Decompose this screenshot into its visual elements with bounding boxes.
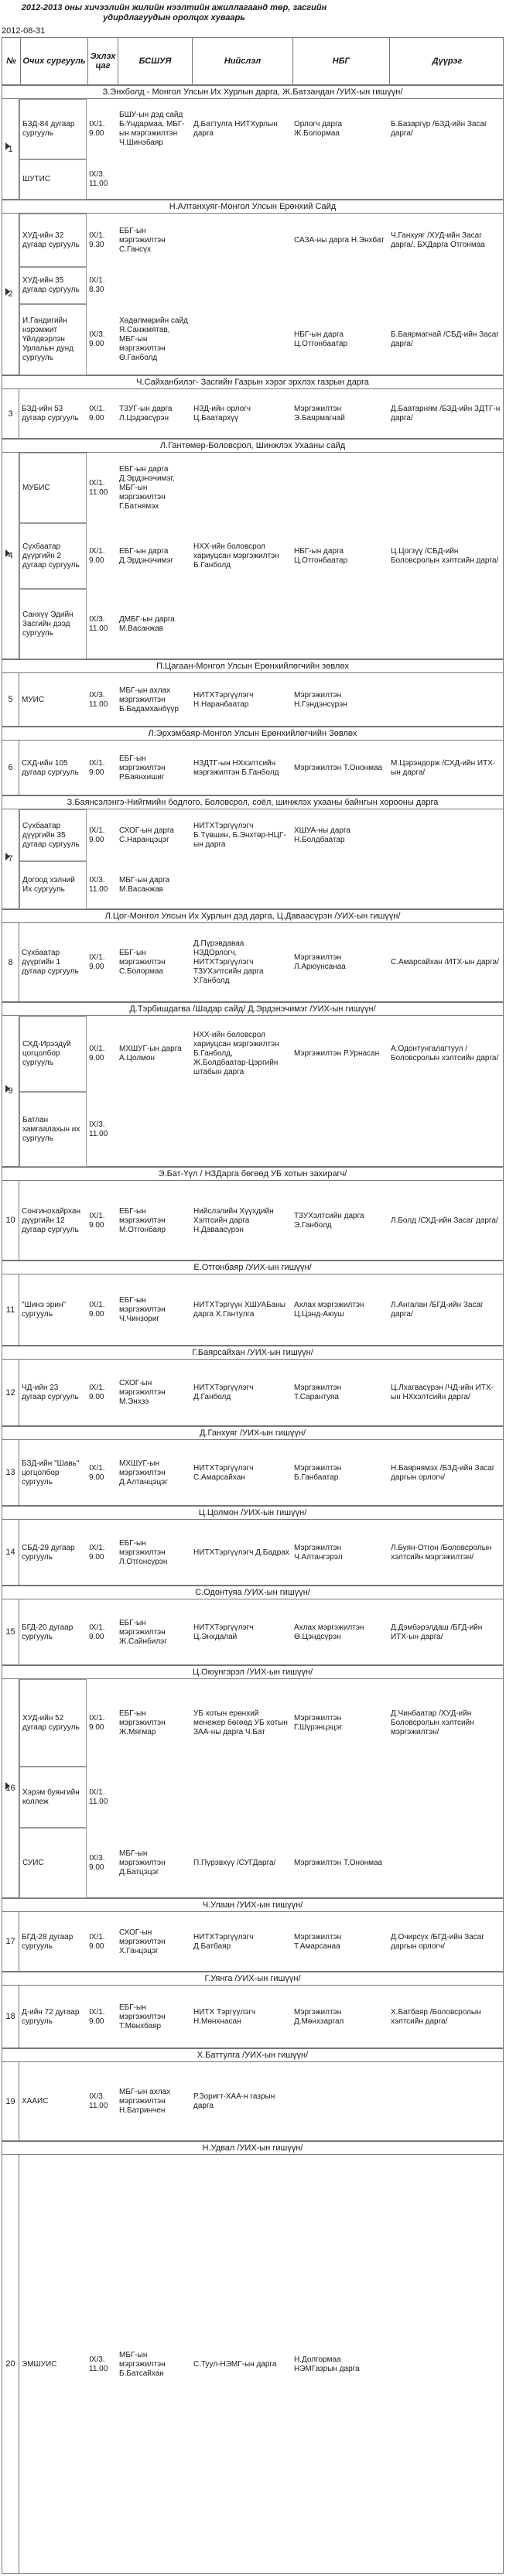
school-name: ХААИС (22, 2097, 49, 2106)
school-name: Батлан хамгаалахын их сургууль (19, 1092, 87, 1167)
schedule-block (2, 439, 504, 659)
nbg-rep (292, 2062, 388, 2141)
ministry-rep: ЕБГ-ын мэргэжилтэн М.Отгонбаяр (119, 1206, 166, 1234)
ministry-rep: МБГ-ын мэргэжилтэн Б.Батсайхан (119, 2350, 166, 2378)
ministry-rep (117, 1092, 191, 1167)
school-name: И.Гандигийн нэрэмжит Үйлдвэрлэн Урлалын дунд сургууль (19, 304, 87, 375)
district-rep: Ц.Цогзүү /СБД-ийн Боловсролын хэлтсийн дарга/ (391, 546, 499, 565)
row-number: 15 (2, 1599, 19, 1665)
capital-rep: НИТХ Тэргүүлэгч Н.Мөнхнасан (193, 2007, 256, 2026)
row-number: 12 (2, 1360, 19, 1426)
school-name: Сонгинохайрхан дүүргийн 12 дугаар сургууль (22, 1206, 80, 1234)
start-time: IX/3. 11.00 (89, 170, 108, 188)
row-expand-icon (5, 549, 10, 557)
school-name: ШУТИС (19, 159, 87, 200)
official-heading: Д.Тэрбишдагва /Шадар сайд/ Д.Эрдэнэчимэг /УИХ-ын гишүүн/ (2, 1002, 504, 1016)
district-rep: Л.Буян-Отгон /Боловсролын хэлтсийн мэргэжилтэн/ (391, 1543, 492, 1562)
school-name: ХУД-ийн 52 дугаар сургууль (19, 1679, 87, 1767)
start-time: IX/1. 11.00 (89, 1787, 108, 1806)
block-body (19, 809, 504, 909)
school-name: МУИС (22, 695, 45, 704)
schedule-block (2, 1506, 504, 1586)
district-rep: Б.Баярмагнай /СБД-ийн Засаг дарга/ (391, 330, 499, 348)
block-body (19, 923, 504, 1002)
capital-rep: С.Туул-НЭМГ-ын дарга (193, 2359, 277, 2369)
district-rep: Л.Болд /СХД-ийн Засаг дарга/ (391, 1216, 498, 1225)
school-name: Санхүү Эдийн Засгийн дээд сургууль (19, 589, 87, 659)
nbg-rep (292, 267, 388, 304)
official-heading: Э.Бат-Үүл / НЗДарга бөгөөд УБ хотын захирагч/ (2, 1167, 504, 1181)
start-time: IX/3. 11.00 (89, 1120, 108, 1138)
ministry-rep: СХОГ-ын дарга С.Наранцэцэг (119, 826, 174, 844)
capital-rep: НИТХТэргүүлэгч Д.Бадрах (193, 1548, 289, 1557)
start-time: IX/1. 9.00 (89, 826, 105, 844)
official-heading: Г.Уянга /УИХ-ын гишүүн/ (2, 1972, 504, 1986)
school-name: БЗД-ийн "Шавь" цогцолбор сургууль (22, 1459, 80, 1486)
row-expand-icon (5, 288, 10, 296)
nbg-rep: Ахлах мэргэжилтэн Ө.Цэндсүрэн (294, 1623, 364, 1641)
school-name: СХД-Ирээдүй цогцолбор сургууль (19, 1016, 87, 1092)
capital-rep (191, 861, 292, 909)
district-rep (388, 2062, 504, 2141)
capital-rep (191, 214, 292, 304)
start-time: IX/3. 9.00 (89, 1853, 105, 1872)
ministry-rep: МБГ-ын мэргэжилтэн Д.Батцэцэг (119, 1849, 166, 1876)
ministry-rep (117, 1767, 191, 1828)
schedule-block (2, 909, 504, 1002)
nbg-rep: Мэргэжилтэн Б.Ганбаатар (294, 1463, 342, 1482)
ministry-rep: МХШУГ-ын дарга А.Цолмон (119, 1045, 182, 1062)
block-body (19, 1440, 504, 1506)
start-time: IX/1. 9.00 (89, 120, 105, 138)
district-rep: Ц.Лхагвасүрэн /ЧД-ийн ИТХ-ын НХхэлтсийн дарга/ (391, 1384, 494, 1401)
official-heading: Л.Гантөмөр-Боловсрол, Шинжлэх Ухааны сайд (2, 439, 504, 453)
row-number: 11 (2, 1274, 19, 1346)
header-cell: БСШУЯ (118, 38, 192, 84)
block-body (19, 1274, 504, 1346)
start-time: IX/1. 9.00 (89, 1932, 105, 1951)
start-time: IX/1. 9.00 (89, 758, 105, 777)
official-heading: П.Цагаан-Монгол Улсын Ерөнхийлөгчийн зөвлөх (2, 659, 504, 673)
ministry-rep: ЕБГ-ын дарга Д.Эрдэнэчимэг, МБГ-ын мэргэжилтэн Г.Батнямэх (119, 464, 175, 511)
row-expand-icon (5, 1085, 10, 1093)
school-name: ХУД-ийн 35 дугаар сургууль (19, 267, 87, 304)
official-heading: Ч.Улаан /УИХ-ын гишүүн/ (2, 1898, 504, 1912)
ministry-rep: МБГ-ын ахлах мэргэжилтэн Б.Бадамханбүүр (119, 686, 179, 713)
school-name: Д-ийн 72 дугаар сургууль (22, 2007, 80, 2026)
schedule-block (2, 2048, 504, 2141)
capital-rep: НХХ-ийн боловсрол хариуцсан мэргэжилтэн Б.Ганболд, Ж.Болдбаатар-Цэргийн штабын дарга (193, 1031, 279, 1076)
capital-rep: Д.Пүрэвдаваа НЗДОрлогч, НИТХТэргүүлэгч ТЗУХэлтсийн дарга У.Ганболд (193, 939, 264, 985)
schedule-table (2, 37, 504, 2574)
official-heading: Ц.Оюунгэрэл /УИХ-ын гишүүн/ (2, 1665, 504, 1679)
ministry-rep: ТЗУГ-ын дарга Л.Цэдэвсүрэн (119, 405, 173, 422)
district-rep: Б.Базаргүр /БЗД-ийн Засаг дарга/ (391, 120, 487, 138)
district-rep: Ч.Ганхуяг /ХУД-ийн Засаг дарга/, БХДарга Отгонмаа (391, 231, 485, 249)
official-heading: Х.Баттулга /УИХ-ын гишүүн/ (2, 2048, 504, 2062)
row-number: 17 (2, 1912, 19, 1972)
ministry-rep: ЕБГ-ын мэргэжилтэн Ж.Мягмар (119, 1709, 166, 1736)
capital-rep (191, 1767, 292, 1828)
nbg-rep: Мэргэжилтэн Т.Амарсанаа (294, 1932, 342, 1951)
official-heading: Н.Алтанхуяг-Монгол Улсын Ерөнхий Сайд (2, 200, 504, 214)
block-body (19, 1599, 504, 1665)
start-time: IX/1. 9.00 (89, 2007, 105, 2026)
school-name: БГД-28 дугаар сургууль (22, 1932, 74, 1951)
block-body (19, 214, 504, 375)
district-rep: Д.Чинбаатар /ХУД-ийн Боловсролын хэлтсийн мэргэжилтэн/ (391, 1709, 474, 1736)
start-time: IX/3. 11.00 (89, 2092, 108, 2110)
start-time: IX/3. 11.00 (89, 876, 108, 894)
start-time: IX/3. 11.00 (89, 2355, 108, 2373)
official-heading: Д.Ганхуяг /УИХ-ын гишүүн/ (2, 1426, 504, 1440)
block-body (19, 1016, 504, 1167)
row-expand-icon (5, 1782, 10, 1790)
district-rep: М.Цэрэндорж /СХД-ийн ИТХ-ын дарга/ (391, 758, 496, 777)
school-name: БЗД-ийн 53 дугаар сургууль (22, 405, 79, 422)
school-name: ЧД-ийн 23 дугаар сургууль (22, 1384, 79, 1401)
ministry-rep: СХОГ-ын мэргэжилтэн М.Энхзэ (119, 1379, 166, 1406)
schedule-block (2, 727, 504, 795)
block-body (19, 1912, 504, 1972)
block-body (19, 1986, 504, 2048)
capital-rep (191, 1092, 292, 1167)
district-rep (388, 267, 504, 304)
nbg-rep: САЗА-ны дарга Н.Энхбат (294, 235, 385, 245)
row-number: 1 (2, 99, 19, 200)
capital-rep: П.Пүрэвхүү /СУГДарга/ (193, 1858, 276, 1867)
nbg-rep: Мэргэжилтэн Ч.Алтангэрэл (294, 1543, 343, 1562)
row-expand-icon (5, 853, 10, 860)
start-time: IX/1. 9.00 (89, 1543, 105, 1562)
ministry-rep: ЕБГ-ын мэргэжилтэн Т.Мөнхбаяр (119, 2003, 166, 2030)
ministry-rep: ДМБГ-ын дарга М.Васанжав (119, 614, 175, 633)
official-heading: Л.Цог-Монгол Улсын Их Хурлын дэд дарга, Ц.Даваасүрэн /УИХ-ын гишүүн/ (2, 909, 504, 923)
official-heading: Ч.Сайханбилэг- Засгийн Газрын хэрэг эрхлэх газрын дарга (2, 375, 504, 389)
row-number: 10 (2, 1181, 19, 1261)
schedule-block (2, 1586, 504, 1665)
ministry-rep: МБГ-ын ахлах мэргэжилтэн Н.Батринчен (119, 2088, 171, 2115)
ministry-rep: ЕБГ-ын мэргэжилтэн С.Гансүх (119, 226, 166, 254)
start-time: IX/3. 11.00 (89, 614, 108, 633)
header-cell: НБГ (292, 38, 389, 84)
row-expand-icon (5, 142, 10, 150)
row-number: 19 (2, 2062, 19, 2141)
district-rep (388, 673, 504, 727)
schedule-block (2, 659, 504, 727)
school-name: МУБИС (19, 453, 87, 523)
school-name: БЗД-84 дугаар сургууль (19, 99, 87, 159)
school-name: ХУД-ийн 32 дугаар сургууль (19, 214, 87, 267)
schedule-block (2, 1261, 504, 1346)
school-name: БГД-20 дугаар сургууль (22, 1623, 74, 1641)
capital-rep: НИТХТэргүүлэгч Ц.Энхдалай (193, 1623, 254, 1641)
nbg-rep: Мэргэжилтэн Т.Сарантуяа (294, 1384, 342, 1401)
district-rep (388, 453, 504, 523)
start-time: IX/1. 11.00 (89, 478, 108, 497)
official-heading: Г.Баярсайхан /УИХ-ын гишүүн/ (2, 1346, 504, 1360)
block-body (19, 99, 504, 200)
nbg-rep: Мэргэжилтэн Э.Баярмагнай (294, 405, 345, 422)
nbg-rep (292, 1092, 388, 1167)
block-body (19, 1181, 504, 1261)
row-number: 18 (2, 1986, 19, 2048)
nbg-rep: Мэргэжилтэн Л.Арюунсанаа (294, 953, 346, 971)
schedule-block (2, 2141, 504, 2574)
capital-rep: НИТХТэргүүлэгч Б.Түвшин, Б.Энхтөр-НЦГ-ын дарга (193, 821, 286, 849)
nbg-rep (292, 453, 388, 523)
capital-rep: НЗД-ийн орлогч Ц.Баатархүү (193, 405, 251, 422)
document-title: 2012-2013 оны хичээлийн жилийн нээлтийн ажиллагаанд төр, засгийн удирдлагуудын оролцох хуваарь (21, 3, 327, 22)
capital-rep: НИТХТэргүүлэгч Д.Батбаяр (193, 1932, 254, 1951)
row-number: 8 (2, 923, 19, 1002)
capital-rep: Д.Баттулга НИТХурлын дарга (193, 120, 278, 138)
nbg-rep: Мэргэжилтэн Р.Урнасан (294, 1049, 380, 1058)
start-time: IX/1. 9.00 (89, 1623, 105, 1641)
document-date: 2012-08-31 (2, 26, 46, 36)
start-time: IX/1. 9.00 (89, 405, 105, 422)
school-name: СБД-29 дугаар сургууль (22, 1543, 75, 1562)
school-name: Сүхбаатар дүүргийн 1 дугаар сургууль (22, 949, 79, 976)
school-name: СХД-ийн 105 дугаар сургууль (22, 758, 79, 777)
nbg-rep (292, 1767, 388, 1828)
official-heading: Л.Эрхэмбаяр-Монгол Улсын Ерөнхийлөгчийн Зөвлөх (2, 727, 504, 741)
row-number: 13 (2, 1440, 19, 1506)
district-rep: Д.Баатарням /БЗД-ийн ЗДТГ-н дарга/ (391, 405, 501, 422)
district-rep: Х.Батбаяр /Боловсролын хэлтсийн дарга/ (391, 2007, 481, 2026)
schedule-block (2, 1898, 504, 1972)
official-heading: З.Энхболд - Монгол Улсын Их Хурлын дарга, Ж.Батзандан /УИХ-ын гишүүн/ (2, 85, 504, 99)
block-body (19, 1520, 504, 1586)
school-name: Сүхбаатар дүүргийн 35 дугаар сургууль (19, 809, 87, 861)
nbg-rep: Мэргэжилтэн Г.Шүрэнцэцэг (294, 1713, 343, 1732)
district-rep: С.Амарсайхан /ИТХ-ын дарга/ (391, 958, 499, 966)
ministry-rep (117, 267, 191, 304)
nbg-rep: Мэргэжилтэн Н.Гэндэнсүрэн (294, 690, 347, 709)
start-time: IX/1. 8.30 (89, 276, 105, 294)
block-body (19, 673, 504, 727)
schedule-block (2, 795, 504, 909)
district-rep: А.Одонтунгалагтуул /Боловсролын хэлтсийн дарга/ (391, 1045, 499, 1062)
block-body (19, 389, 504, 439)
nbg-rep: ТЗУХэлтсийн дарга Э.Ганболд (294, 1211, 364, 1230)
start-time: IX/1. 9.00 (89, 1301, 105, 1319)
ministry-rep: ЕБГ-ын мэргэжилтэн Ч.Чинзориг (119, 1296, 166, 1323)
district-rep (388, 809, 504, 861)
start-time: IX/3. 9.00 (89, 330, 105, 348)
schedule-block (2, 375, 504, 439)
district-rep (388, 2155, 504, 2574)
table-header (2, 37, 504, 85)
start-time: IX/3. 11.00 (89, 690, 108, 709)
row-number: 9 (2, 1016, 19, 1167)
nbg-rep (292, 159, 388, 200)
capital-rep: Р.Зоригт-ХАА-н газрын дарга (193, 2092, 275, 2110)
block-body (19, 1679, 504, 1898)
district-rep (388, 589, 504, 659)
start-time: IX/1. 9.00 (89, 546, 105, 565)
district-rep (388, 1767, 504, 1828)
schedule-block (2, 85, 504, 200)
district-rep (388, 159, 504, 200)
ministry-rep: ЕБГ-ын дарга Д.Эрдэнэчимэг (119, 546, 174, 565)
official-heading: Е.Отгонбаяр /УИХ-ын гишүүн/ (2, 1261, 504, 1274)
district-rep: Н.Баярнямэх /БЗД-ийн Засаг даргын орлогч/ (391, 1463, 495, 1482)
row-number: 7 (2, 809, 19, 909)
start-time: IX/1. 9.00 (89, 953, 105, 971)
header-cell: Дүүрэг (389, 38, 504, 84)
start-time: IX/1. 9.00 (89, 1384, 105, 1401)
row-number: 6 (2, 741, 19, 795)
row-number: 5 (2, 673, 19, 727)
capital-rep (191, 453, 292, 523)
capital-rep: НХХ-ийн боловсрол хариуцсан мэргэжилтэн Б.Ганболд (193, 542, 279, 570)
row-number: 4 (2, 453, 19, 659)
district-rep: Д.Очирсүх /БГД-ийн Засаг даргын орлогч/ (391, 1932, 484, 1951)
capital-rep: Нийслэлийн Хүүхдийн Хэлтсийн дарга Н.Даваасүрэн (193, 1206, 274, 1234)
schedule-block (2, 1665, 504, 1898)
schedule-block (2, 1426, 504, 1506)
capital-rep (191, 159, 292, 200)
capital-rep: НИТХТэргүүн ХШУАБаны дарга Х.Гантулга (193, 1301, 285, 1319)
capital-rep: НИТХТэргүүлэгч С.Амарсайхан (193, 1463, 254, 1482)
official-heading: Ц.Цолмон /УИХ-ын гишүүн/ (2, 1506, 504, 1520)
nbg-rep: Мэргэжилтэн Т.Ононмаа (294, 763, 383, 772)
capital-rep: НИТХТэргүүлэгч Д.Ганболд (193, 1384, 254, 1401)
block-body (19, 741, 504, 795)
district-rep (388, 1092, 504, 1167)
capital-rep: НЗДТГ-ын НХхэлтсийн мэргэжилтэн Б.Ганболд (193, 758, 279, 777)
row-number: 2 (2, 214, 19, 375)
start-time: IX/1. 9.00 (89, 1211, 105, 1230)
row-number: 20 (2, 2155, 19, 2574)
schedule-block (2, 1167, 504, 1261)
nbg-rep: Ахлах мэргэжилтэн Ц.Цэнд-Аюуш (294, 1301, 364, 1319)
block-body (19, 453, 504, 659)
schedule-block (2, 1346, 504, 1426)
nbg-rep (292, 861, 388, 909)
ministry-rep: МБГ-ын дарга М.Васанжав (119, 876, 170, 894)
start-time: IX/1. 9.00 (89, 1045, 105, 1062)
header-cell: № (6, 56, 16, 66)
header-cell: Эхлэх цаг (87, 38, 118, 84)
nbg-rep: Н.Долгормаа НЭМГазрын дарга (294, 2355, 360, 2373)
district-rep: Д.Дэмбэрэлдаш /БГД-ийн ИТХ-ын дарга/ (391, 1623, 483, 1641)
school-name: Хэрэм буянгийн коллеж (19, 1767, 87, 1828)
school-name: ЭМШУИС (22, 2359, 57, 2369)
block-body (19, 1360, 504, 1426)
nbg-rep: Орлогч дарга Ж.Болормаа (294, 120, 343, 138)
start-time: IX/1. 9.00 (89, 1713, 105, 1732)
start-time: IX/1. 9.00 (89, 1463, 105, 1482)
header-cell: Нийслэл (192, 38, 292, 84)
district-rep: Л.Ангалан /БГД-ийн Засаг дарга/ (391, 1301, 484, 1319)
ministry-rep: Хөдөлмөрийн сайд Я.Санжмятав, МБГ-ын мэргэжилтэн Ө.Ганболд (119, 316, 188, 362)
school-name: СУИС (19, 1828, 87, 1898)
official-heading: С.Одонтуяа /УИХ-ын гишүүн/ (2, 1586, 504, 1599)
ministry-rep (117, 159, 191, 200)
nbg-rep: Мэргэжилтэн Т.Ононмаа (294, 1858, 383, 1867)
nbg-rep: НБГ-ын дарга Ц.Отгонбаатар (294, 330, 348, 348)
capital-rep (191, 304, 292, 375)
capital-rep: УБ хотын ерөнхий менежер бөгөөд УБ хотын ЗАА-ны дарга Ч.Бат (193, 1709, 288, 1736)
schedule-block (2, 200, 504, 375)
school-name: "Шинэ эрин" сургууль (22, 1301, 67, 1319)
nbg-rep (292, 589, 388, 659)
nbg-rep: НБГ-ын дарга Ц.Отгонбаатар (294, 546, 348, 565)
official-heading: Н.Удвал /УИХ-ын гишүүн/ (2, 2141, 504, 2155)
capital-rep (191, 589, 292, 659)
ministry-rep: БШУ-ын дэд сайд Б.Үндармаа, МБГ-ын мэргэжилтэн Ч.Шинэбаяр (119, 111, 185, 147)
ministry-rep: ЕБГ-ын мэргэжилтэн С.Болормаа (119, 949, 166, 976)
schedule-block (2, 1972, 504, 2048)
ministry-rep: ЕБГ-ын мэргэжилтэн Ж.Сайнбилэг (119, 1618, 167, 1646)
nbg-rep: Мэргэжилтэн Д.Мөнхзаргал (294, 2007, 344, 2026)
capital-rep: НИТХТэргүүлэгч Н.Наранбаатар (193, 690, 254, 709)
district-rep (388, 1828, 504, 1898)
nbg-rep: ХШУА-ны дарга Н.Болдбаатар (294, 826, 350, 844)
row-number: 14 (2, 1520, 19, 1586)
row-number: 16 (2, 1679, 19, 1898)
block-body (19, 2155, 504, 2574)
start-time: IX/1. 9.30 (89, 231, 105, 249)
header-cell: Очих сургууль (20, 38, 87, 84)
ministry-rep: ЕБГ-ын мэргэжилтэн Р.Баянхишиг (119, 754, 166, 782)
row-number: 3 (2, 389, 19, 439)
ministry-rep: ЕБГ-ын мэргэжилтэн Л.Отгонсүрэн (119, 1538, 168, 1566)
schedule-block (2, 1002, 504, 1167)
school-name: Сүхбаатар дүүргийн 2 дугаар сургууль (19, 523, 87, 589)
ministry-rep: МХШУГ-ын мэргэжилтэн Д.Алтанцэцэг (119, 1459, 168, 1486)
official-heading: З.Баянсэлэнгэ-Нийгмийн бодлого, Боловсрол, соёл, шинжлэх ухааны байнгын хорооны дарга (2, 795, 504, 809)
district-rep (388, 861, 504, 909)
school-name: Догоод хэлний Их сургууль (19, 861, 87, 909)
block-body (19, 2062, 504, 2141)
ministry-rep: СХОГ-ын мэргэжилтэн Х.Ганцэцэг (119, 1928, 166, 1955)
